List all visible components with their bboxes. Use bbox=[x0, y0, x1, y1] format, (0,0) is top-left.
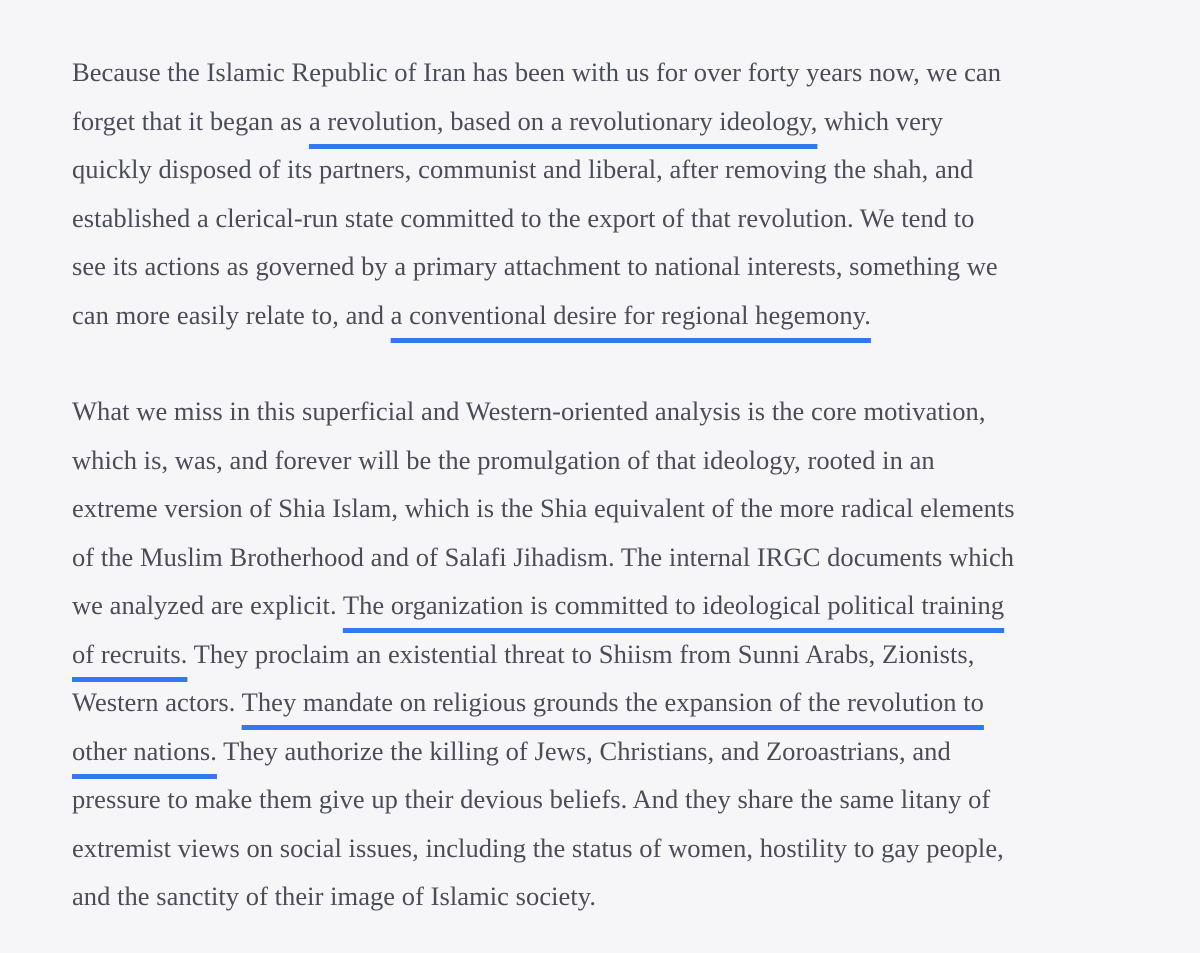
highlighted-text: The organization is committed to ideological political training bbox=[342, 590, 1005, 620]
article-body bbox=[72, 48, 1162, 921]
paragraph-spacer bbox=[72, 339, 1162, 387]
text-segment: pressure to make them give up their devious beliefs. And they share the same litany of bbox=[72, 784, 991, 814]
text-line bbox=[72, 533, 1162, 582]
text-segment: which very bbox=[817, 105, 944, 136]
paragraph-2 bbox=[72, 387, 1162, 921]
text-line bbox=[72, 291, 1162, 340]
text-line bbox=[72, 436, 1162, 485]
text-line bbox=[72, 678, 1162, 727]
text-line bbox=[72, 775, 1162, 824]
text-line bbox=[72, 824, 1162, 873]
highlighted-text: of recruits. bbox=[72, 638, 188, 669]
text-segment: can more easily relate to, and bbox=[72, 299, 391, 330]
text-segment: of the Muslim Brotherhood and of Salafi Jihadism. The internal IRGC documents which bbox=[72, 541, 1015, 572]
highlighted-text: They mandate on religious grounds the expansion of the revolution to bbox=[241, 687, 984, 717]
text-line bbox=[72, 242, 1162, 291]
text-segment: They authorize the killing of Jews, Christians, and Zoroastrians, and bbox=[216, 735, 951, 766]
paragraph-1 bbox=[72, 48, 1162, 339]
text-line bbox=[72, 872, 1162, 921]
text-line bbox=[72, 387, 1162, 436]
text-line bbox=[72, 630, 1162, 679]
text-line bbox=[72, 145, 1162, 194]
text-segment: which is, was, and forever will be the promulgation of that ideology, rooted in an bbox=[72, 444, 935, 475]
text-segment: extreme version of Shia Islam, which is the Shia equivalent of the more radical elements bbox=[72, 493, 1015, 523]
text-segment: Because the Islamic Republic of Iran has been with us for over forty years now, we can bbox=[72, 57, 1002, 87]
text-line bbox=[72, 484, 1162, 533]
text-segment: They proclaim an existential threat to Shiism from Sunni Arabs, Zionists, bbox=[187, 638, 975, 669]
highlighted-text: other nations. bbox=[72, 735, 217, 766]
text-segment: and the sanctity of their image of Islamic society. bbox=[72, 881, 597, 911]
text-segment: quickly disposed of its partners, communist and liberal, after removing the shah, and bbox=[72, 154, 974, 184]
highlighted-text: a conventional desire for regional hegemony. bbox=[390, 299, 871, 330]
text-segment: Western actors. bbox=[72, 687, 242, 717]
text-segment: established a clerical-run state committed to the export of that revolution. We tend to bbox=[72, 202, 975, 233]
text-line bbox=[72, 581, 1162, 630]
text-line bbox=[72, 727, 1162, 776]
highlighted-text: a revolution, based on a revolutionary ideology, bbox=[308, 105, 818, 136]
text-segment: extremist views on social issues, including the status of women, hostility to gay people, bbox=[72, 832, 1004, 863]
text-line bbox=[72, 194, 1162, 243]
text-segment: we analyzed are explicit. bbox=[72, 590, 343, 620]
text-segment: forget that it began as bbox=[72, 105, 309, 136]
text-line bbox=[72, 48, 1162, 97]
text-segment: What we miss in this superficial and Western-oriented analysis is the core motivation, bbox=[72, 396, 986, 426]
text-segment: see its actions as governed by a primary attachment to national interests, something we bbox=[72, 251, 998, 281]
text-line bbox=[72, 97, 1162, 146]
